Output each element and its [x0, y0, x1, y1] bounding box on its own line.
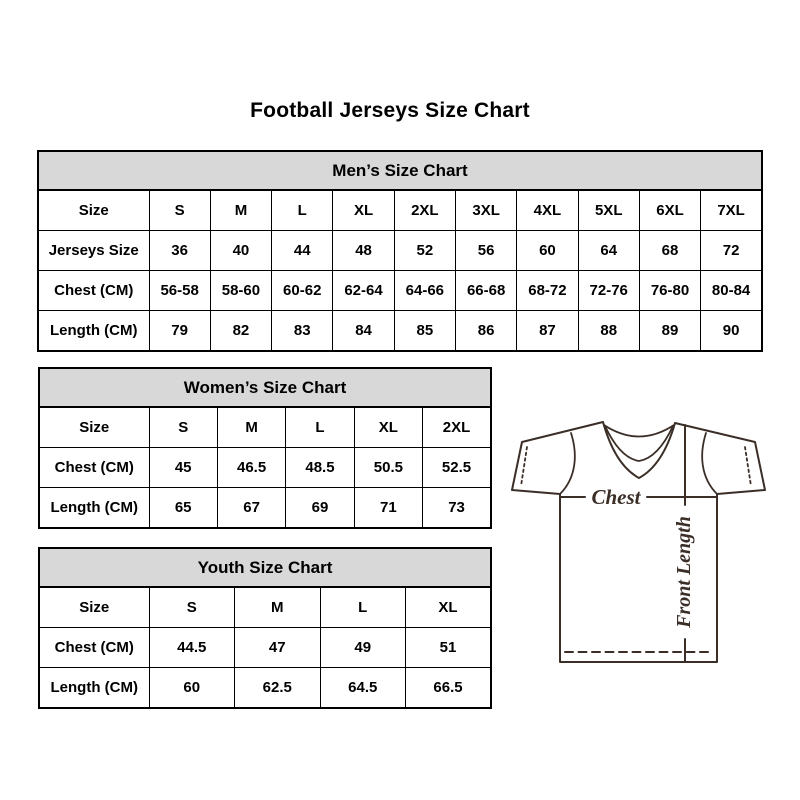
value-cell: 4XL — [517, 190, 578, 231]
value-cell: 3XL — [455, 190, 516, 231]
value-cell: 50.5 — [354, 448, 422, 488]
table-row — [39, 628, 491, 668]
table-row — [39, 488, 491, 529]
table-title: Men’s Size Chart — [38, 151, 762, 190]
value-cell: 66.5 — [406, 668, 492, 709]
value-cell: 52 — [394, 231, 455, 271]
table-row — [39, 407, 491, 448]
row-label-cell: Chest (CM) — [39, 628, 149, 668]
value-cell: 56-58 — [149, 271, 210, 311]
value-cell: 5XL — [578, 190, 639, 231]
value-cell: 48 — [333, 231, 394, 271]
value-cell: 47 — [235, 628, 321, 668]
value-cell: 6XL — [639, 190, 700, 231]
value-cell: L — [286, 407, 354, 448]
value-cell: 90 — [701, 311, 762, 352]
value-cell: 62-64 — [333, 271, 394, 311]
value-cell: 71 — [354, 488, 422, 529]
value-cell: S — [149, 190, 210, 231]
womens-size-table — [38, 367, 492, 529]
table-row — [39, 448, 491, 488]
value-cell: 84 — [333, 311, 394, 352]
table-header-row — [39, 368, 491, 407]
value-cell: XL — [333, 190, 394, 231]
table-row — [39, 587, 491, 628]
value-cell: 68 — [639, 231, 700, 271]
value-cell: 65 — [149, 488, 217, 529]
value-cell: 64-66 — [394, 271, 455, 311]
row-label-cell: Length (CM) — [39, 668, 149, 709]
table-row — [38, 231, 762, 271]
value-cell: 46.5 — [217, 448, 285, 488]
value-cell: 60 — [517, 231, 578, 271]
jersey-measurement-diagram — [500, 413, 772, 665]
value-cell: 2XL — [394, 190, 455, 231]
value-cell: 51 — [406, 628, 492, 668]
value-cell: L — [272, 190, 333, 231]
row-label-cell: Chest (CM) — [38, 271, 149, 311]
value-cell: 44.5 — [149, 628, 235, 668]
value-cell: 67 — [217, 488, 285, 529]
front-length-label: Front Length — [673, 516, 695, 628]
collar-back-arc — [604, 425, 674, 437]
table-row — [38, 311, 762, 352]
value-cell: 83 — [272, 311, 333, 352]
value-cell: 60-62 — [272, 271, 333, 311]
value-cell: 56 — [455, 231, 516, 271]
value-cell: 2XL — [423, 407, 491, 448]
row-label-cell: Length (CM) — [39, 488, 149, 529]
value-cell: S — [149, 407, 217, 448]
row-label-cell: Size — [39, 407, 149, 448]
value-cell: 88 — [578, 311, 639, 352]
value-cell: 60 — [149, 668, 235, 709]
youth-size-table — [38, 547, 492, 709]
table-row — [39, 668, 491, 709]
value-cell: 86 — [455, 311, 516, 352]
mens-size-table — [37, 150, 763, 352]
table-header-row — [38, 151, 762, 190]
value-cell: 89 — [639, 311, 700, 352]
value-cell: 82 — [210, 311, 271, 352]
page-title: Football Jerseys Size Chart — [250, 99, 530, 122]
value-cell: S — [149, 587, 235, 628]
value-cell: 64.5 — [320, 668, 406, 709]
value-cell: 36 — [149, 231, 210, 271]
value-cell: 72 — [701, 231, 762, 271]
value-cell: 79 — [149, 311, 210, 352]
value-cell: XL — [406, 587, 492, 628]
value-cell: 49 — [320, 628, 406, 668]
row-label-cell: Size — [39, 587, 149, 628]
row-label-cell: Length (CM) — [38, 311, 149, 352]
value-cell: L — [320, 587, 406, 628]
value-cell: 68-72 — [517, 271, 578, 311]
value-cell: 45 — [149, 448, 217, 488]
value-cell: M — [235, 587, 321, 628]
row-label-cell: Jerseys Size — [38, 231, 149, 271]
value-cell: 66-68 — [455, 271, 516, 311]
value-cell: 85 — [394, 311, 455, 352]
value-cell: 80-84 — [701, 271, 762, 311]
value-cell: 64 — [578, 231, 639, 271]
value-cell: 58-60 — [210, 271, 271, 311]
table-row — [38, 271, 762, 311]
value-cell: XL — [354, 407, 422, 448]
chest-label: Chest — [591, 485, 641, 509]
value-cell: 48.5 — [286, 448, 354, 488]
value-cell: 52.5 — [423, 448, 491, 488]
value-cell: 87 — [517, 311, 578, 352]
table-title: Women’s Size Chart — [39, 368, 491, 407]
row-label-cell: Size — [38, 190, 149, 231]
table-title: Youth Size Chart — [39, 548, 491, 587]
value-cell: M — [217, 407, 285, 448]
value-cell: 76-80 — [639, 271, 700, 311]
row-label-cell: Chest (CM) — [39, 448, 149, 488]
table-row — [38, 190, 762, 231]
value-cell: M — [210, 190, 271, 231]
jersey-outline — [512, 422, 765, 662]
value-cell: 69 — [286, 488, 354, 529]
table-header-row — [39, 548, 491, 587]
value-cell: 62.5 — [235, 668, 321, 709]
value-cell: 72-76 — [578, 271, 639, 311]
value-cell: 40 — [210, 231, 271, 271]
value-cell: 7XL — [701, 190, 762, 231]
value-cell: 73 — [423, 488, 491, 529]
value-cell: 44 — [272, 231, 333, 271]
